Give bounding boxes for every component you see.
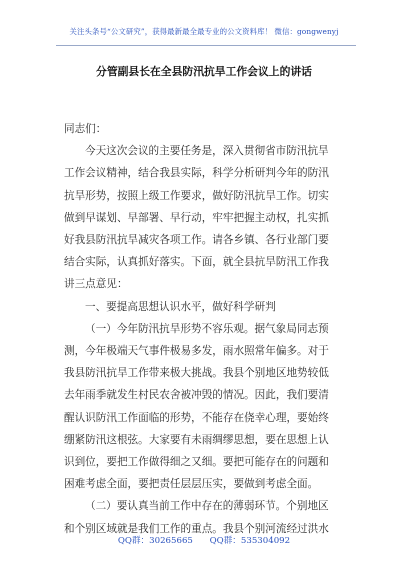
paragraph-line: 醒认识防汛工作面临的形势，不能存在侥幸心理，要始终: [64, 411, 329, 424]
paragraph-line: 测，今年极端天气事件极易多发，雨水照常年偏多。对于: [64, 345, 329, 358]
paragraph-line: （二）要认真当前工作中存在的薄弱环节。个别地区: [85, 500, 329, 513]
paragraph-line: 工作会议精神，结合我县实际，科学分析研判今年的防汛: [64, 167, 329, 180]
paragraph-line: 做到早谋划、早部署、早行动，牢牢把握主动权，扎实抓: [64, 211, 329, 224]
document-body: [64, 118, 352, 540]
paragraph-line: 去年雨季就发生村民农舍被冲毁的情况。因此，我们要清: [64, 389, 329, 402]
footer-qq-group-2: QQ群：535304092: [209, 536, 291, 546]
paragraph-line: （一）今年防汛抗旱形势不容乐观。据气象局同志预: [85, 322, 329, 335]
greeting: 同志们：: [64, 123, 107, 135]
paragraph-line: 抗旱形势，按照上级工作要求，做好防汛抗旱工作。切实: [64, 189, 329, 202]
paragraph-line: 好我县防汛抗旱减灾各项工作。请各乡镇、各行业部门要: [64, 234, 329, 247]
section-heading: 一、要提高思想认识水平，做好科学研判: [85, 300, 276, 313]
footer-contacts: [0, 534, 408, 546]
paragraph-line: 讲三点意见：: [64, 278, 128, 291]
footer-qq-group-1: QQ群：30265665: [117, 536, 193, 546]
paragraph-line: 和个别区域就是我们工作的重点。我县个别河流经过洪水: [64, 522, 329, 535]
header-divider: [56, 45, 356, 46]
paragraph-line: 困难考虑全面，要把责任层层压实，要做到考虑全面。: [64, 478, 319, 491]
paragraph-line: 我县防汛抗旱工作带来极大挑战。我县个别地区地势较低: [64, 367, 329, 380]
paragraph-line: 结合实际，认真抓好落实。下面，就全县抗旱防汛工作我: [64, 256, 329, 269]
document-title: 分管副县长在全县防汛抗旱工作会议上的讲话: [96, 65, 312, 78]
paragraph-line: 绷紧防汛这根弦。大家要有未雨绸缪思想，要在思想上认: [64, 433, 329, 446]
paragraph-line: 今天这次会议的主要任务是，深入贯彻省市防汛抗旱: [85, 145, 329, 158]
paragraph-line: 识到位，要把工作做得细之又细。要把可能存在的问题和: [64, 456, 329, 469]
header-promo-text: 关注头条号“公文研究”，获得最新最全最专业的公文资料库！ 微信：gongwenyj: [69, 27, 339, 36]
